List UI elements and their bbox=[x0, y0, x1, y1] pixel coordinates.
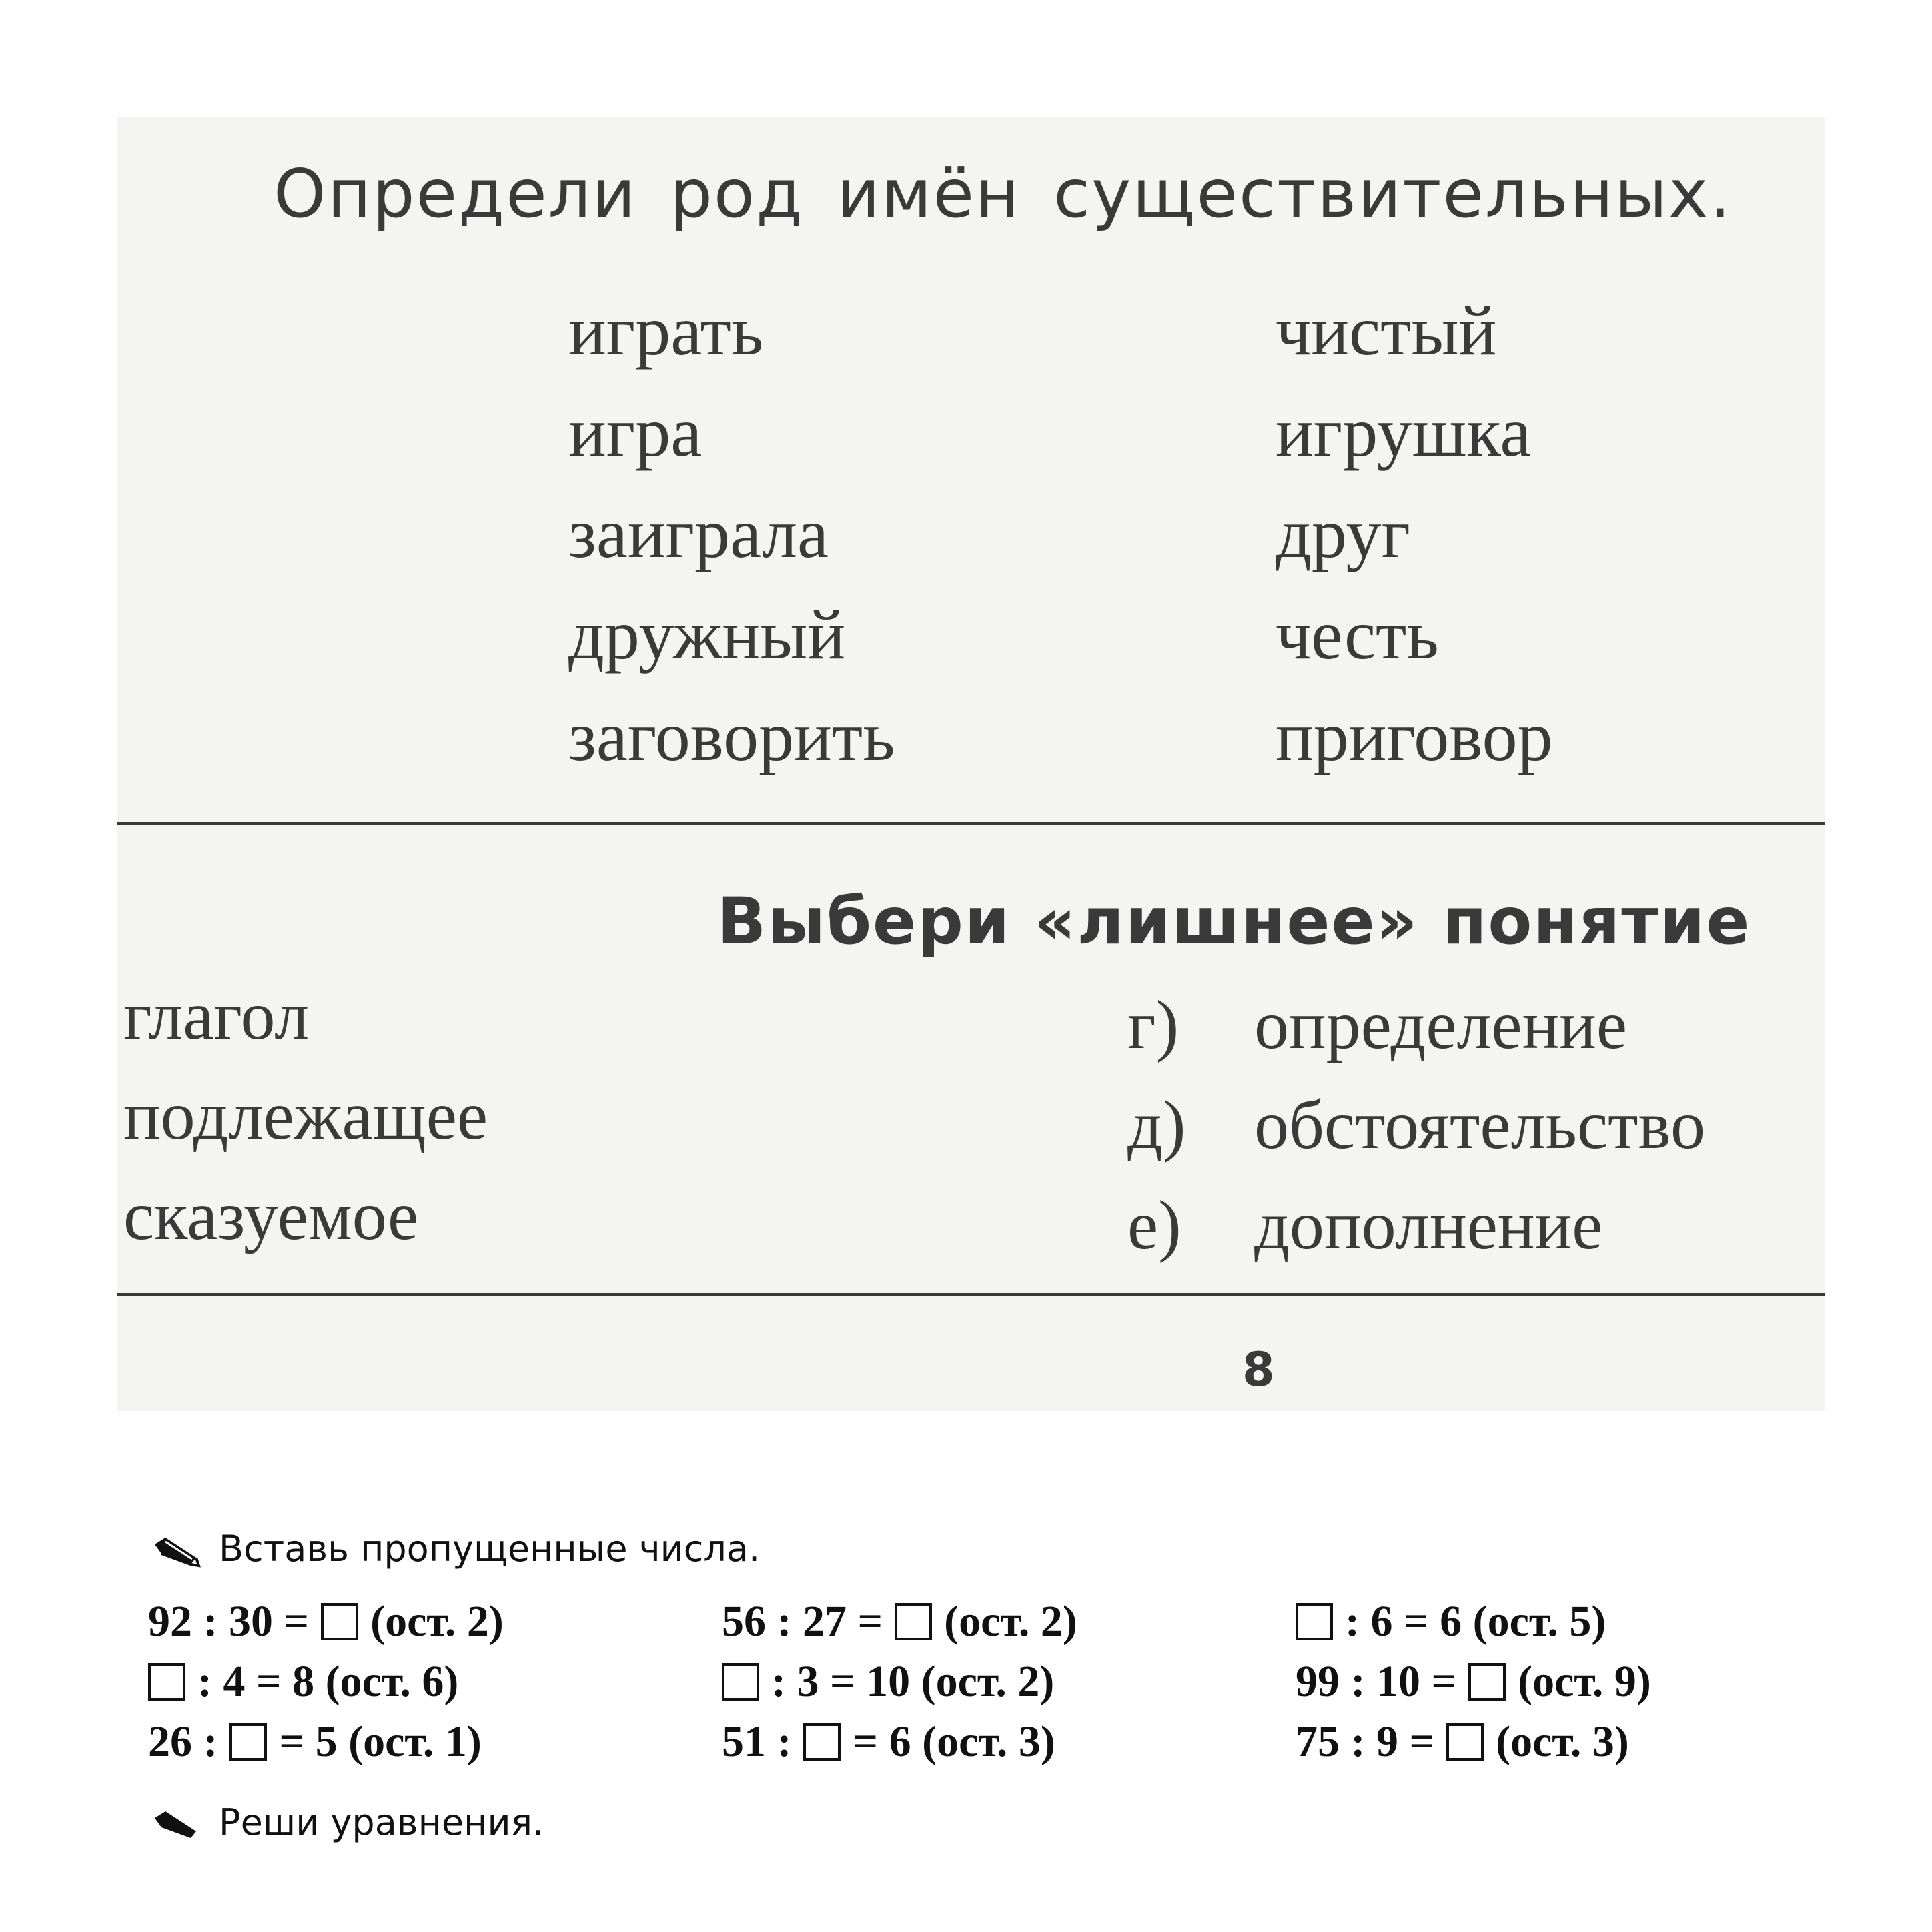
answer-box[interactable] bbox=[895, 1603, 932, 1640]
task2-letter-list bbox=[1127, 975, 1186, 1276]
word: заиграла bbox=[568, 494, 829, 572]
answer-box[interactable] bbox=[229, 1723, 267, 1761]
option-item: обстоятельство bbox=[1254, 1087, 1705, 1163]
task2-right-list bbox=[1254, 975, 1705, 1276]
option-item: глагол bbox=[123, 977, 310, 1054]
word: играть bbox=[568, 292, 764, 370]
task1-title: Определи род имён существительных. bbox=[274, 155, 1733, 233]
task2-left-list bbox=[123, 966, 488, 1266]
answer-box[interactable] bbox=[803, 1723, 841, 1761]
word: игра bbox=[568, 393, 702, 471]
answer-box[interactable] bbox=[321, 1603, 358, 1640]
option-item: определение bbox=[1254, 987, 1628, 1063]
answer-box[interactable] bbox=[148, 1663, 185, 1701]
equation-column-2 bbox=[722, 1592, 1077, 1772]
answer-box[interactable] bbox=[1446, 1723, 1484, 1761]
equation-row: : 6 = 6 (ост. 5) bbox=[1296, 1592, 1651, 1652]
task3-header bbox=[152, 1528, 760, 1570]
equation-row: 51 : = 6 (ост. 3) bbox=[722, 1717, 1055, 1766]
equation-column-1 bbox=[148, 1592, 504, 1772]
equation-column-3 bbox=[1296, 1592, 1651, 1772]
word: заговорить bbox=[568, 697, 895, 775]
pencil-icon bbox=[152, 1535, 201, 1567]
option-item: подлежащее bbox=[123, 1077, 488, 1154]
divider-line bbox=[117, 1293, 1825, 1296]
word: приговор bbox=[1276, 697, 1553, 775]
equation-row: 99 : 10 = (ост. 9) bbox=[1296, 1657, 1651, 1706]
equation-row: 26 : = 5 (ост. 1) bbox=[148, 1717, 482, 1766]
equation-row: : 3 = 10 (ост. 2) bbox=[722, 1652, 1077, 1712]
word: дружный bbox=[568, 596, 846, 674]
answer-box[interactable] bbox=[1296, 1603, 1333, 1640]
equation-row: 75 : 9 = (ост. 3) bbox=[1296, 1717, 1629, 1766]
task1-right-word-list bbox=[1276, 280, 1553, 787]
task1-left-word-list bbox=[568, 280, 895, 787]
page-number: 8 bbox=[1242, 1342, 1275, 1397]
word: друг bbox=[1276, 494, 1411, 572]
option-letter: г) bbox=[1127, 987, 1179, 1063]
pencil-icon bbox=[152, 1809, 201, 1841]
task4-header-cropped bbox=[152, 1801, 544, 1843]
option-item: сказуемое bbox=[123, 1177, 419, 1254]
divider-line bbox=[117, 822, 1825, 825]
word: чистый bbox=[1276, 292, 1497, 370]
answer-box[interactable] bbox=[1468, 1663, 1506, 1701]
option-letter: е) bbox=[1127, 1187, 1181, 1264]
task2-title: Выбери «лишнее» понятие bbox=[717, 884, 1751, 959]
equation-row: : 4 = 8 (ост. 6) bbox=[148, 1652, 504, 1712]
answer-box[interactable] bbox=[722, 1663, 759, 1701]
option-letter: д) bbox=[1127, 1087, 1186, 1163]
word: честь bbox=[1276, 596, 1439, 674]
equation-row: 56 : 27 = (ост. 2) bbox=[722, 1597, 1077, 1646]
task4-title: Реши уравнения. bbox=[219, 1801, 544, 1843]
word: игрушка bbox=[1276, 393, 1532, 471]
task3-title: Вставь пропущенные числа. bbox=[219, 1528, 761, 1570]
equation-row: 92 : 30 = (ост. 2) bbox=[148, 1597, 504, 1646]
option-item: дополнение bbox=[1254, 1187, 1603, 1264]
